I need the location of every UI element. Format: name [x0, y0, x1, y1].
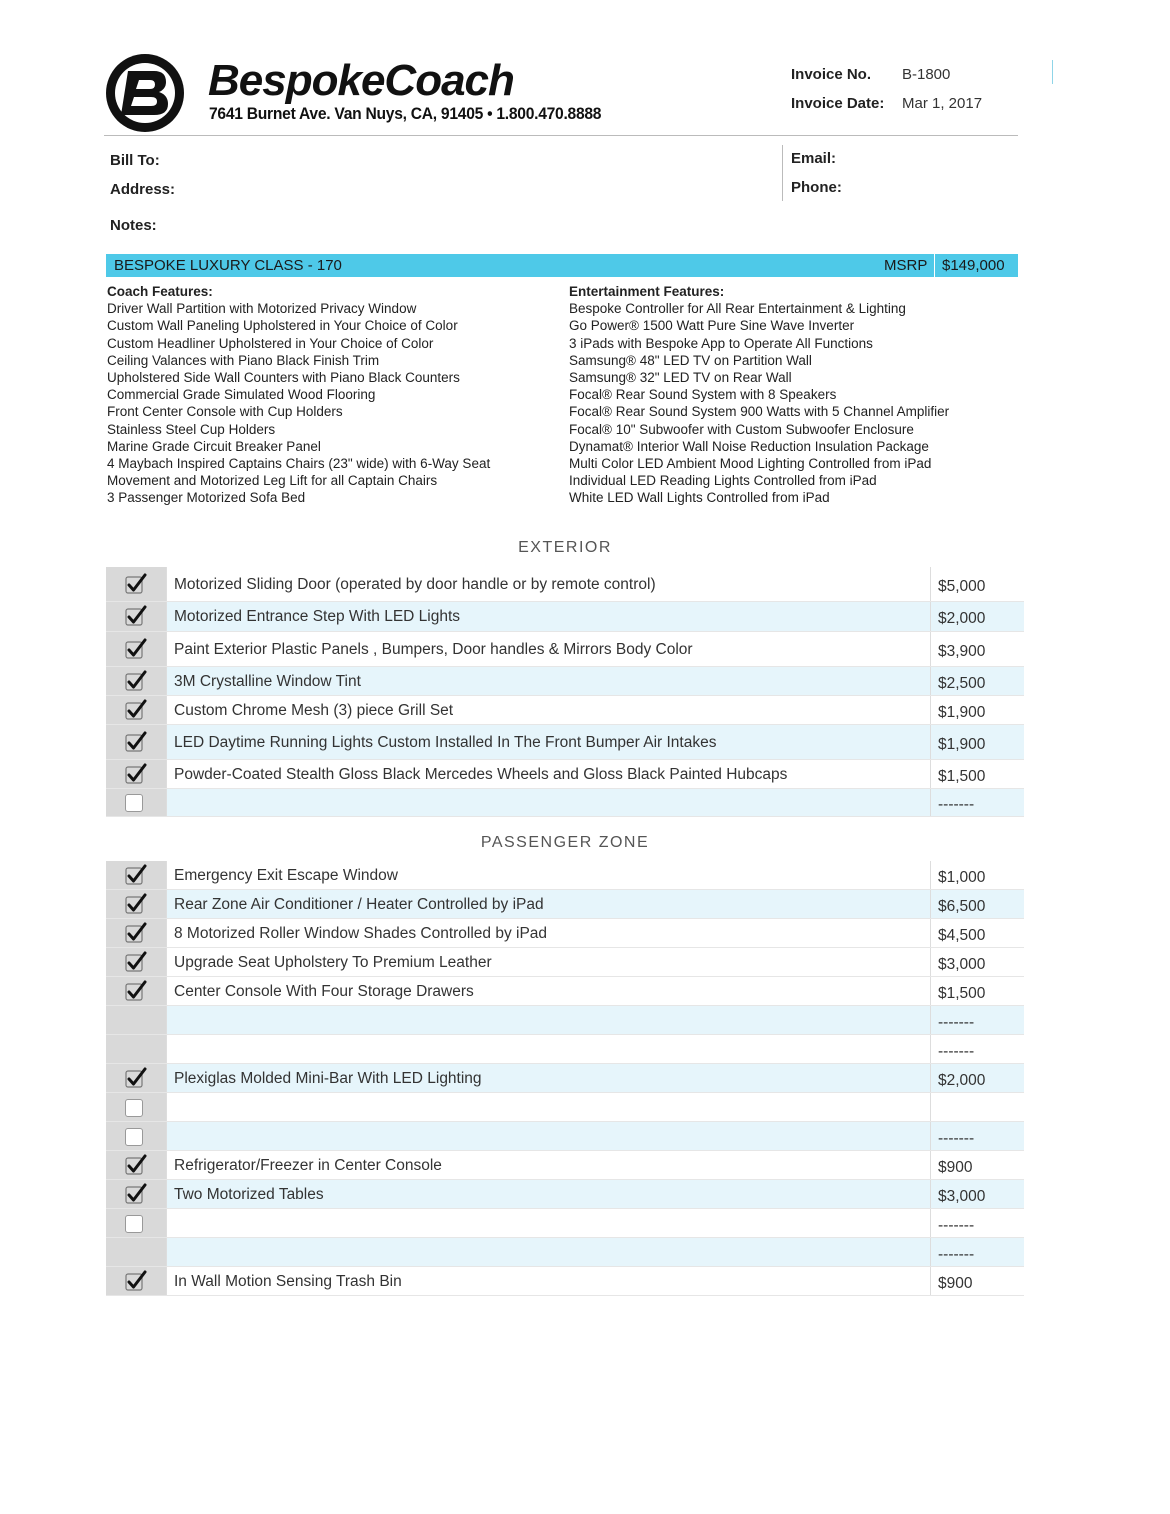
option-description: Custom Chrome Mesh (3) piece Grill Set	[174, 702, 454, 719]
option-price: $3,000	[938, 1188, 986, 1205]
option-description-cell	[166, 919, 931, 947]
option-price-cell	[931, 760, 1024, 788]
feature-item: Focal® Rear Sound System with 8 Speakers	[569, 387, 837, 403]
checked-checkbox[interactable]	[125, 1273, 143, 1291]
option-description-cell	[166, 1151, 931, 1179]
checkbox-cell	[106, 1064, 166, 1092]
checkbox-cell	[106, 1093, 166, 1121]
entertainment-features	[569, 283, 949, 507]
checkbox-cell	[106, 1035, 166, 1063]
option-row	[106, 696, 1024, 725]
option-row	[106, 948, 1024, 977]
checkbox-cell	[106, 890, 166, 918]
unchecked-checkbox[interactable]	[125, 794, 143, 812]
option-description-cell	[166, 760, 931, 788]
option-price-cell	[931, 890, 1024, 918]
option-row	[106, 1238, 1024, 1267]
checkbox-cell	[106, 948, 166, 976]
exterior-section-title: EXTERIOR	[518, 539, 612, 556]
option-row	[106, 977, 1024, 1006]
option-price-cell	[931, 861, 1024, 889]
option-price-cell	[931, 977, 1024, 1005]
option-price: $6,500	[938, 898, 986, 915]
option-price-cell	[931, 696, 1024, 724]
checked-checkbox[interactable]	[125, 954, 143, 972]
checkbox-cell	[106, 919, 166, 947]
option-description-cell	[166, 948, 931, 976]
option-description-cell	[166, 1238, 931, 1266]
option-price: $2,000	[938, 1072, 986, 1089]
option-price: $900	[938, 1159, 973, 1176]
option-price-cell	[931, 948, 1024, 976]
option-description: LED Daytime Running Lights Custom Installed In The Front Bumper Air Intakes	[174, 734, 717, 751]
option-row	[106, 1151, 1024, 1180]
option-price: -------	[938, 796, 975, 813]
option-description: Plexiglas Molded Mini-Bar With LED Lighting	[174, 1070, 482, 1087]
option-description: Center Console With Four Storage Drawers	[174, 983, 474, 1000]
option-description-cell	[166, 1267, 931, 1295]
checkbox-cell	[106, 789, 166, 816]
option-price-cell	[931, 919, 1024, 947]
option-description-cell	[166, 1122, 931, 1150]
option-price-cell	[931, 1180, 1024, 1208]
checked-checkbox[interactable]	[125, 925, 143, 943]
feature-item: White LED Wall Lights Controlled from iPad	[569, 490, 830, 506]
option-description-cell	[166, 789, 931, 816]
option-price-cell	[931, 1006, 1024, 1034]
option-price-cell	[931, 1064, 1024, 1092]
feature-item: 4 Maybach Inspired Captains Chairs (23" wide) with 6-Way Seat	[107, 456, 491, 472]
option-price: $3,000	[938, 956, 986, 973]
invoice-date-value: Mar 1, 2017	[902, 95, 983, 112]
bespoke-logo-icon	[106, 54, 184, 132]
checked-checkbox[interactable]	[125, 673, 143, 691]
option-description-cell	[166, 1180, 931, 1208]
model-name: BESPOKE LUXURY CLASS - 170	[114, 257, 342, 274]
option-description: Upgrade Seat Upholstery To Premium Leather	[174, 954, 492, 971]
option-row	[106, 1093, 1024, 1122]
checkbox-cell	[106, 977, 166, 1005]
unchecked-checkbox[interactable]	[125, 1099, 143, 1117]
checked-checkbox[interactable]	[125, 641, 143, 659]
option-price-cell	[931, 1093, 1024, 1121]
checkbox-cell	[106, 667, 166, 695]
option-price: $1,900	[938, 736, 986, 753]
option-description: 8 Motorized Roller Window Shades Controlled by iPad	[174, 925, 548, 942]
option-row	[106, 760, 1024, 789]
option-row	[106, 725, 1024, 760]
feature-item: Samsung® 32" LED TV on Rear Wall	[569, 370, 792, 386]
unchecked-checkbox[interactable]	[125, 1128, 143, 1146]
option-description-cell	[166, 1209, 931, 1237]
option-description-cell	[166, 1093, 931, 1121]
option-description: Rear Zone Air Conditioner / Heater Controlled by iPad	[174, 896, 544, 913]
option-price-cell	[931, 1267, 1024, 1295]
option-description-cell	[166, 890, 931, 918]
option-description-cell	[166, 667, 931, 695]
checkbox-cell	[106, 567, 166, 601]
option-row	[106, 789, 1024, 817]
bill-to-label: Bill To:	[110, 152, 160, 169]
email-label: Email:	[791, 150, 837, 167]
option-description: Paint Exterior Plastic Panels , Bumpers, Door handles & Mirrors Body Color	[174, 641, 693, 658]
option-description-cell	[166, 1006, 931, 1034]
header-divider	[104, 135, 1018, 136]
option-description-cell	[166, 602, 931, 631]
option-price: $2,500	[938, 675, 986, 692]
checkbox-cell	[106, 1267, 166, 1295]
address-label: Address:	[110, 181, 176, 198]
feature-item: Go Power® 1500 Watt Pure Sine Wave Inverter	[569, 318, 855, 334]
option-price: $1,500	[938, 768, 986, 785]
option-price-cell	[931, 789, 1024, 816]
feature-item: 3 Passenger Motorized Sofa Bed	[107, 490, 306, 506]
option-price-cell	[931, 667, 1024, 695]
checkbox-cell	[106, 602, 166, 631]
feature-item: Commercial Grade Simulated Wood Flooring	[107, 387, 376, 403]
option-price: -------	[938, 1043, 975, 1060]
option-price: $1,000	[938, 869, 986, 886]
unchecked-checkbox[interactable]	[125, 1215, 143, 1233]
option-price: -------	[938, 1014, 975, 1031]
checked-checkbox[interactable]	[125, 702, 143, 720]
option-price-cell	[931, 1122, 1024, 1150]
option-row	[106, 1180, 1024, 1209]
checked-checkbox[interactable]	[125, 734, 143, 752]
phone-label: Phone:	[791, 179, 842, 196]
checked-checkbox[interactable]	[125, 1070, 143, 1088]
option-row	[106, 1006, 1024, 1035]
option-row	[106, 1064, 1024, 1093]
option-description-cell	[166, 567, 931, 601]
option-description: In Wall Motion Sensing Trash Bin	[174, 1273, 402, 1290]
option-description: Powder-Coated Stealth Gloss Black Mercedes Wheels and Gloss Black Painted Hubcaps	[174, 766, 788, 783]
checkbox-cell	[106, 632, 166, 666]
option-row	[106, 1122, 1024, 1151]
option-price: $5,000	[938, 578, 986, 595]
checkbox-cell	[106, 1006, 166, 1034]
checkbox-cell	[106, 696, 166, 724]
feature-item: Upholstered Side Wall Counters with Piano Black Counters	[107, 370, 460, 386]
checked-checkbox[interactable]	[125, 1186, 143, 1204]
option-price-cell	[931, 1209, 1024, 1237]
option-description: Refrigerator/Freezer in Center Console	[174, 1157, 442, 1174]
notes-label: Notes:	[110, 217, 157, 234]
option-price: -------	[938, 1130, 975, 1147]
option-price: -------	[938, 1246, 975, 1263]
option-row	[106, 567, 1024, 602]
option-price-cell	[931, 1151, 1024, 1179]
checked-checkbox[interactable]	[125, 608, 143, 626]
billing-divider	[782, 145, 783, 201]
feature-item: Custom Wall Paneling Upholstered in Your Choice of Color	[107, 318, 458, 334]
brand-wordmark: BespokeCoach	[208, 56, 514, 105]
msrp-label: MSRP	[884, 257, 928, 274]
invoice-no-label: Invoice No.	[791, 66, 872, 83]
checked-checkbox[interactable]	[125, 867, 143, 885]
checkbox-cell	[106, 725, 166, 759]
checkbox-cell	[106, 1180, 166, 1208]
feature-item: Bespoke Controller for All Rear Entertainment & Lighting	[569, 301, 906, 317]
option-row	[106, 1035, 1024, 1064]
feature-item: 3 iPads with Bespoke App to Operate All Functions	[569, 335, 873, 351]
option-description: 3M Crystalline Window Tint	[174, 673, 361, 690]
checked-checkbox[interactable]	[125, 896, 143, 914]
checkbox-cell	[106, 1122, 166, 1150]
feature-item: Focal® Rear Sound System 900 Watts with 5 Channel Amplifier	[569, 404, 950, 420]
feature-item: Dynamat® Interior Wall Noise Reduction Insulation Package	[569, 438, 929, 454]
option-row	[106, 667, 1024, 696]
option-row	[106, 602, 1024, 632]
option-row	[106, 1209, 1024, 1238]
checkbox-cell	[106, 1209, 166, 1237]
coach-features	[107, 283, 490, 507]
option-description-cell	[166, 1064, 931, 1092]
feature-item: Multi Color LED Ambient Mood Lighting Controlled from iPad	[569, 456, 932, 472]
option-description: Motorized Entrance Step With LED Lights	[174, 608, 461, 625]
option-price: $3,900	[938, 643, 986, 660]
feature-item: Front Center Console with Cup Holders	[107, 404, 343, 420]
checked-checkbox[interactable]	[125, 983, 143, 1001]
option-row	[106, 1267, 1024, 1296]
option-price: $4,500	[938, 927, 986, 944]
option-row	[106, 890, 1024, 919]
option-description: Two Motorized Tables	[174, 1186, 324, 1203]
option-price-cell	[931, 1035, 1024, 1063]
option-description: Emergency Exit Escape Window	[174, 867, 398, 884]
feature-item: Individual LED Reading Lights Controlled from iPad	[569, 473, 877, 489]
option-row	[106, 919, 1024, 948]
feature-item: Driver Wall Partition with Motorized Privacy Window	[107, 301, 417, 317]
company-address: 7641 Burnet Ave. Van Nuys, CA, 91405 • 1.800.470.8888	[209, 104, 602, 123]
option-description-cell	[166, 861, 931, 889]
feature-item: Ceiling Valances with Piano Black Finish Trim	[107, 352, 380, 368]
checkbox-cell	[106, 1238, 166, 1266]
option-price-cell	[931, 725, 1024, 759]
entertainment-features-heading: Entertainment Features:	[569, 284, 725, 299]
option-description-cell	[166, 632, 931, 666]
feature-item: Focal® 10" Subwoofer with Custom Subwoofer Enclosure	[569, 421, 914, 437]
passenger-zone-options-table	[106, 861, 1024, 1296]
option-price: $1,500	[938, 985, 986, 1002]
checked-checkbox[interactable]	[125, 576, 143, 594]
feature-item: Custom Headliner Upholstered in Your Choice of Color	[107, 335, 434, 351]
option-price-cell	[931, 567, 1024, 601]
msrp-value: $149,000	[942, 257, 1005, 274]
margin-marker	[1052, 60, 1053, 84]
exterior-options-table	[106, 567, 1024, 817]
passenger-zone-section-title: PASSENGER ZONE	[480, 834, 650, 851]
checkbox-cell	[106, 760, 166, 788]
option-price-cell	[931, 632, 1024, 666]
feature-item: Stainless Steel Cup Holders	[107, 421, 276, 437]
checkbox-cell	[106, 1151, 166, 1179]
model-bar	[106, 254, 1018, 277]
option-price: $900	[938, 1275, 973, 1292]
option-price: -------	[938, 1217, 975, 1234]
checked-checkbox[interactable]	[125, 1157, 143, 1175]
msrp-separator	[934, 254, 935, 277]
option-price: $1,900	[938, 704, 986, 721]
feature-item: Samsung® 48" LED TV on Partition Wall	[569, 352, 812, 368]
option-description-cell	[166, 725, 931, 759]
option-price: $2,000	[938, 610, 986, 627]
checked-checkbox[interactable]	[125, 766, 143, 784]
coach-features-heading: Coach Features:	[107, 284, 213, 299]
option-description-cell	[166, 696, 931, 724]
invoice-date-label: Invoice Date:	[791, 95, 885, 112]
option-row	[106, 861, 1024, 890]
option-row	[106, 632, 1024, 667]
feature-item: Movement and Motorized Leg Lift for all Captain Chairs	[107, 473, 438, 489]
option-description-cell	[166, 977, 931, 1005]
option-price-cell	[931, 1238, 1024, 1266]
option-price-cell	[931, 602, 1024, 631]
option-description-cell	[166, 1035, 931, 1063]
feature-item: Marine Grade Circuit Breaker Panel	[107, 438, 321, 454]
invoice-no-value: B-1800	[902, 66, 951, 83]
option-description: Motorized Sliding Door (operated by door handle or by remote control)	[174, 576, 656, 593]
checkbox-cell	[106, 861, 166, 889]
